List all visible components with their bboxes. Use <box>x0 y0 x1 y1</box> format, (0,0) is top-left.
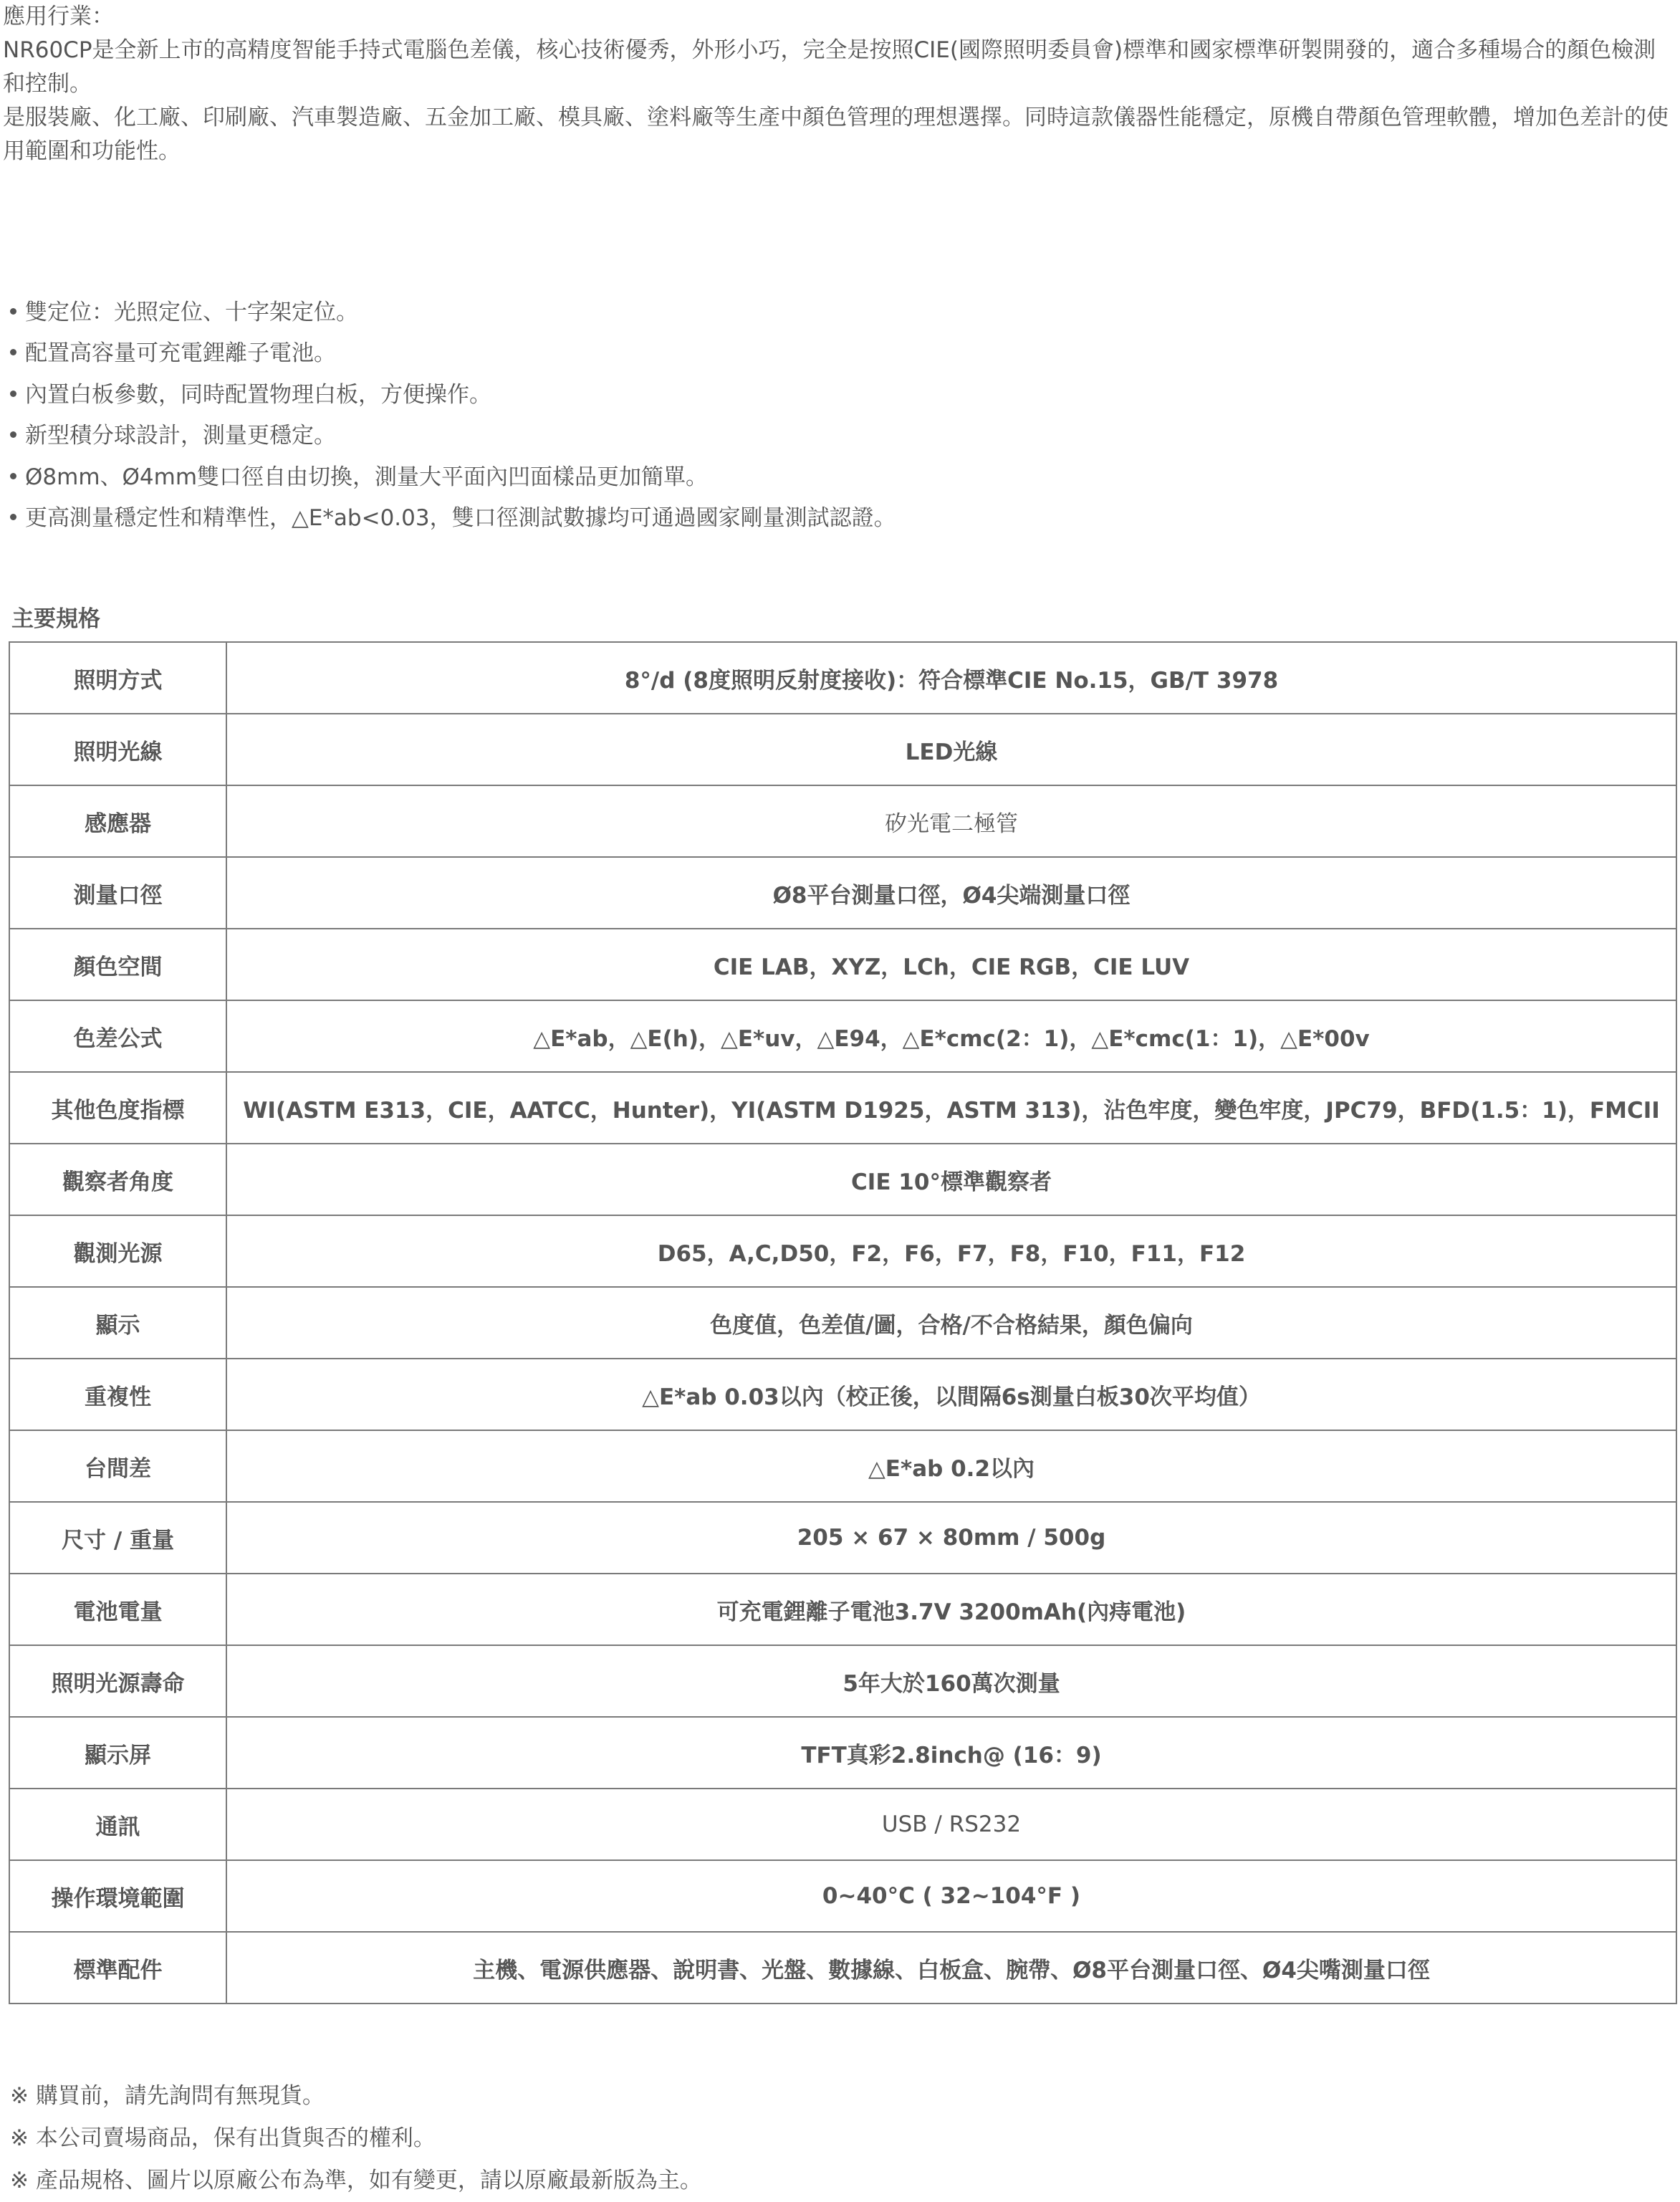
feature-text: 內置白板參數，同時配置物理白板，方便操作。 <box>25 381 491 408</box>
spec-value: △E*ab 0.2以內 <box>226 1430 1676 1502</box>
spec-value: TFT真彩2.8inch@ (16：9) <box>226 1717 1676 1789</box>
table-row <box>9 1072 1676 1144</box>
feature-text: 更高測量穩定性和精準性，△E*ab<0.03，雙口徑測試數據均可通過國家剛量測試認證。 <box>25 504 896 531</box>
spec-label: 照明光源壽命 <box>9 1645 226 1717</box>
spec-value: USB / RS232 <box>226 1789 1676 1860</box>
spec-label: 測量口徑 <box>9 857 226 929</box>
table-row <box>9 1574 1676 1645</box>
intro-heading: 應用行業： <box>3 4 114 29</box>
spec-label: 標準配件 <box>9 1932 226 2004</box>
spec-label: 顯示屏 <box>9 1717 226 1789</box>
spec-label: 通訊 <box>9 1789 226 1860</box>
spec-value: WI(ASTM E313，CIE，AATCC，Hunter)，YI(ASTM D1925，ASTM 313)，沾色牢度，變色牢度，JPC79，BFD(1.5：1)，FMCII <box>226 1072 1676 1144</box>
notes-section <box>10 2075 702 2202</box>
table-row <box>9 1287 1676 1359</box>
feature-item <box>9 457 896 498</box>
table-row <box>9 1144 1676 1215</box>
spec-label: 照明方式 <box>9 642 226 714</box>
feature-item <box>9 292 896 333</box>
note-item: ※ 產品規格、圖片以原廠公布為準，如有變更，請以原廠最新版為主。 <box>10 2168 702 2193</box>
bullet-icon <box>10 514 16 520</box>
spec-value: 5年大於160萬次測量 <box>226 1645 1676 1717</box>
table-row <box>9 785 1676 857</box>
feature-item <box>9 375 896 416</box>
feature-item <box>9 498 896 539</box>
spec-value: 205 × 67 × 80mm / 500g <box>226 1502 1676 1574</box>
bullet-icon <box>10 431 16 438</box>
intro-paragraph-1: NR60CP是全新上市的高精度智能手持式電腦色差儀，核心技術優秀，外形小巧，完全是按照CIE(國際照明委員會)標準和國家標準研製開發的，適合多種場合的顏色檢測和控制。 <box>3 37 1656 97</box>
spec-label: 色差公式 <box>9 1000 226 1072</box>
spec-value: 8°/d (8度照明反射度接收)：符合標準CIE No.15，GB/T 3978 <box>226 642 1676 714</box>
spec-value: 0~40°C ( 32~104°F ) <box>226 1860 1676 1932</box>
spec-value: 可充電鋰離子電池3.7V 3200mAh(內痔電池) <box>226 1574 1676 1645</box>
table-row <box>9 1502 1676 1574</box>
table-row <box>9 1789 1676 1860</box>
feature-text: 配置高容量可充電鋰離子電池。 <box>25 340 336 367</box>
table-row <box>9 714 1676 785</box>
feature-text: 新型積分球設計，測量更穩定。 <box>25 423 336 449</box>
spec-table <box>9 641 1677 2004</box>
spec-value: Ø8平台測量口徑，Ø4尖端測量口徑 <box>226 857 1676 929</box>
spec-value: △E*ab，△E(h)，△E*uv，△E94，△E*cmc(2：1)，△E*cmc(1：1)，△E*00v <box>226 1000 1676 1072</box>
spec-label: 顯示 <box>9 1287 226 1359</box>
bullet-icon <box>10 308 16 315</box>
table-row <box>9 929 1676 1000</box>
bullet-icon <box>10 391 16 397</box>
table-row <box>9 1860 1676 1932</box>
table-row <box>9 1645 1676 1717</box>
table-row <box>9 1717 1676 1789</box>
spec-label: 感應器 <box>9 785 226 857</box>
spec-value: △E*ab 0.03以內（校正後，以間隔6s測量白板30次平均值） <box>226 1359 1676 1430</box>
spec-value: CIE LAB，XYZ，LCh，CIE RGB，CIE LUV <box>226 929 1676 1000</box>
table-row <box>9 1000 1676 1072</box>
intro-paragraph-2: 是服裝廠、化工廠、印刷廠、汽車製造廠、五金加工廠、模具廠、塗料廠等生產中顏色管理的理想選擇。同時這款儀器性能穩定，原機自帶顏色管理軟體，增加色差計的使用範圍和功能性。 <box>3 105 1669 164</box>
spec-label: 觀察者角度 <box>9 1144 226 1215</box>
spec-label: 觀測光源 <box>9 1215 226 1287</box>
spec-label: 台間差 <box>9 1430 226 1502</box>
note-item: ※ 購買前，請先詢問有無現貨。 <box>10 2083 325 2109</box>
bullet-icon <box>10 349 16 355</box>
spec-label: 電池電量 <box>9 1574 226 1645</box>
feature-text: 雙定位：光照定位、十字架定位。 <box>25 300 358 325</box>
table-row <box>9 1430 1676 1502</box>
feature-item <box>9 416 896 456</box>
spec-label: 照明光線 <box>9 714 226 785</box>
spec-label: 重複性 <box>9 1359 226 1430</box>
spec-value: 色度值，色差值/圖，合格/不合格結果，顏色偏向 <box>226 1287 1676 1359</box>
spec-value: 主機、電源供應器、說明書、光盤、數據線、白板盒、腕帶、Ø8平台測量口徑、Ø4尖嘴測量口徑 <box>226 1932 1676 2004</box>
spec-label: 操作環境範圍 <box>9 1860 226 1932</box>
bullet-icon <box>10 473 16 479</box>
table-row <box>9 642 1676 714</box>
table-row <box>9 1215 1676 1287</box>
note-item: ※ 本公司賣場商品，保有出貨與否的權利。 <box>10 2125 436 2151</box>
spec-value: LED光線 <box>226 714 1676 785</box>
table-row <box>9 1359 1676 1430</box>
spec-title: 主要規格 <box>11 606 100 632</box>
spec-value: 矽光電二極管 <box>226 785 1676 857</box>
table-row <box>9 1932 1676 2004</box>
spec-label: 尺寸 / 重量 <box>9 1502 226 1574</box>
intro-section <box>3 0 1676 168</box>
spec-value: D65，A,C,D50，F2，F6，F7，F8，F10，F11，F12 <box>226 1215 1676 1287</box>
feature-item <box>9 333 896 374</box>
feature-list <box>9 292 896 539</box>
spec-value: CIE 10°標準觀察者 <box>226 1144 1676 1215</box>
spec-label: 其他色度指標 <box>9 1072 226 1144</box>
feature-text: Ø8mm、Ø4mm雙口徑自由切換，測量大平面內凹面樣品更加簡單。 <box>25 464 709 490</box>
spec-label: 顏色空間 <box>9 929 226 1000</box>
table-row <box>9 857 1676 929</box>
